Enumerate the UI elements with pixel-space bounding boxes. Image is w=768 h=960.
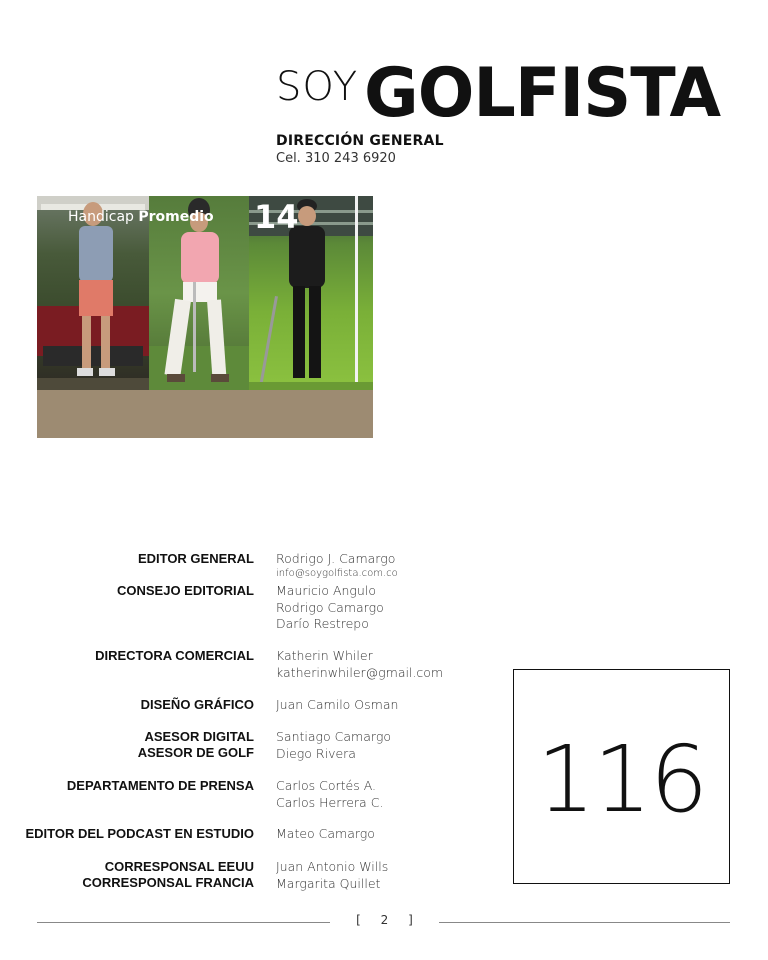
staff-role-line: EDITOR GENERAL — [137, 551, 254, 566]
handicap-band — [37, 390, 373, 438]
staff-role-line: DISEÑO GRÁFICO — [140, 697, 254, 712]
staff-role-line: CORRESPONSAL EEUU — [104, 859, 254, 874]
staff-name-line: Katherin Whiler — [276, 648, 373, 663]
staff-names — [276, 648, 443, 681]
staff-names — [276, 697, 398, 714]
staff-names — [276, 826, 375, 843]
staff-names — [276, 551, 398, 579]
staff-role-line: ASESOR DE GOLF — [137, 745, 254, 760]
staff-name-line: Margarita Quillet — [276, 875, 381, 891]
staff-email: info@soygolfista.com.co — [276, 567, 398, 579]
staff-email-line: katherinwhiler@gmail.com — [276, 664, 444, 680]
staff-role — [117, 583, 254, 599]
handicap-label-bold: Promedio — [138, 209, 214, 225]
staff-name-line: Santiago Camargo — [276, 729, 391, 744]
direction-label: DIRECCIÓN GENERAL — [276, 133, 444, 149]
staff-role — [138, 729, 254, 761]
direction-phone: Cel. 310 243 6920 — [276, 151, 396, 166]
staff-name-line: Carlos Herrera C. — [276, 794, 384, 810]
staff-names — [276, 729, 391, 762]
staff-role-line: CORRESPONSAL FRANCIA — [82, 875, 254, 890]
staff-name-line: Mauricio Angulo — [276, 583, 376, 598]
staff-role — [26, 826, 255, 842]
golfers-photo — [37, 196, 373, 438]
handicap-label-light: Handicap — [68, 209, 139, 225]
staff-name-line: Diego Rivera — [276, 745, 356, 761]
logo-golfista-text: GOLFISTA — [364, 54, 721, 133]
staff-role — [141, 697, 254, 713]
staff-role — [138, 551, 254, 567]
staff-role-line: CONSEJO EDITORIAL — [116, 583, 254, 598]
page-number: [ 2 ] — [356, 913, 413, 927]
staff-names — [276, 859, 388, 892]
logo-soy-text: SOY — [276, 64, 359, 110]
masthead-logo — [276, 54, 746, 138]
golfer-photo-1 — [37, 196, 149, 390]
staff-role — [82, 859, 254, 891]
golfer-photo-2 — [149, 196, 249, 390]
handicap-label — [68, 209, 214, 225]
staff-role-line: DIRECTORA COMERCIAL — [95, 648, 254, 663]
staff-names — [276, 583, 384, 633]
staff-name-line: Rodrigo Camargo — [276, 599, 384, 615]
staff-role — [67, 778, 254, 794]
staff-name-line: Carlos Cortés A. — [276, 778, 377, 793]
staff-role — [95, 648, 254, 664]
handicap-value: 14 — [254, 198, 299, 236]
footer-rule-left — [37, 922, 330, 923]
staff-role-line: EDITOR DEL PODCAST EN ESTUDIO — [25, 826, 254, 841]
staff-name-line: Juan Camilo Osman — [276, 697, 399, 712]
staff-role-line: DEPARTAMENTO DE PRENSA — [66, 778, 254, 793]
staff-names — [276, 778, 383, 811]
staff-name-line: Rodrigo J. Camargo — [276, 551, 396, 566]
issue-number-box — [513, 669, 730, 884]
footer-rule-right — [439, 922, 730, 923]
staff-name-line: Darío Restrepo — [276, 616, 369, 631]
staff-name-line: Mateo Camargo — [276, 826, 375, 841]
issue-number: 116 — [536, 726, 707, 833]
staff-role-line: ASESOR DIGITAL — [144, 729, 254, 744]
staff-name-line: Juan Antonio Wills — [276, 859, 389, 874]
